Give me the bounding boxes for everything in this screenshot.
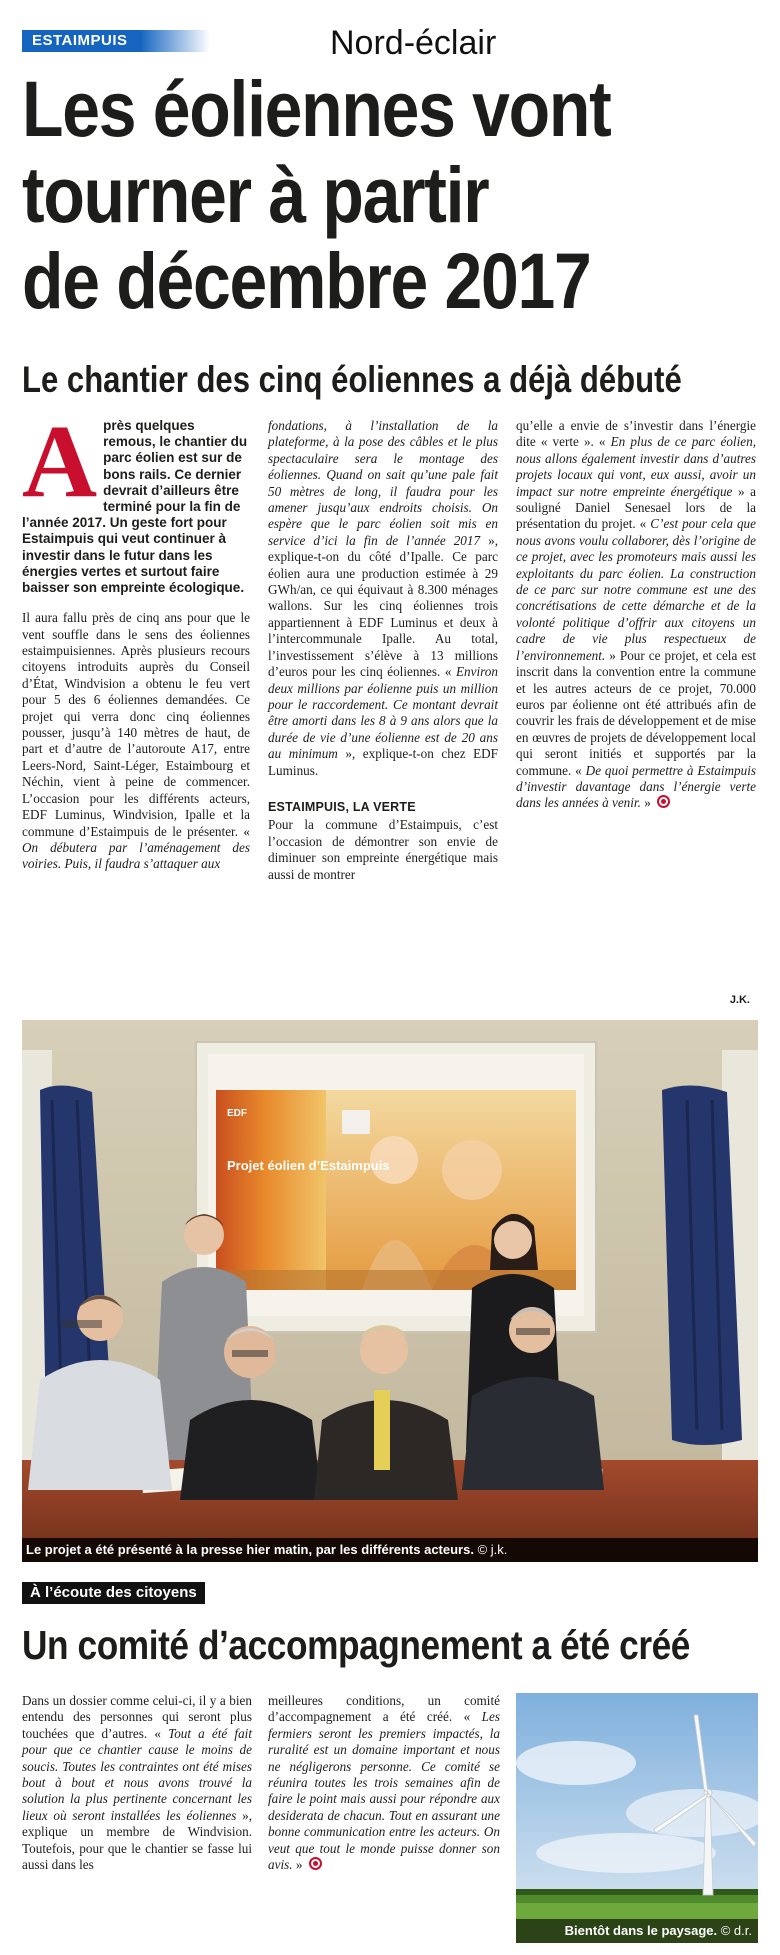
headline-line-2: tourner à partir (22, 150, 489, 239)
headline-line-1: Les éoliennes vont (22, 64, 611, 153)
sidebar-column-1 (22, 1693, 252, 1873)
drop-cap: A (22, 404, 98, 519)
screen-logo: EDF (227, 1108, 247, 1119)
sidebar-column-2 (268, 1693, 500, 1873)
sidebar-headline: Un comité d’accompagnement a été créé (22, 1622, 690, 1668)
body-paragraph (516, 418, 756, 812)
body-text: meilleures conditions, un comité d’accompagnement a été créé. « (268, 1693, 500, 1725)
quote-text: fondations, à l’installation de la plateforme, à la pose des câbles et le plus spectaculaire sera le montage des éoliennes. Quand on sait qu’une pale fait 50 mètres de long, il faudra pour les amener jusqu’aux endroits choisis. On espère que le parc éolien soit mis en service d’ici la fin de l’année 2017 (268, 418, 498, 548)
headline-line-3: de décembre 2017 (22, 236, 591, 325)
quote-text: De quoi permettre à Estaimpuis d’investir davantage dans l’énergie verte dans les années à venir. (516, 762, 757, 811)
turbine-photo-credit: © d.r. (720, 1923, 752, 1938)
wind-turbine-illustration (516, 1693, 758, 1943)
body-text: Pour la commune d’Estaimpuis, c’est l’occasion de démontrer son envie de diminuer son empreinte énergétique mais aussi de montrer (268, 817, 498, 882)
quote-text: Les fermiers seront les premiers impactés, la ruralité est un domaine important et nous ne négligerons personne. Ce comité se réunira toutes les trois semaines afin de faire le point mais aussi pour répondre aux desiderata de chacun. Tout en assurant une bonne communication entre les acteurs. On veut que tout le monde puisse donner son avis. (268, 1709, 500, 1873)
article-column-3 (516, 418, 756, 812)
body-text: » Pour ce projet, et cela est inscrit dans la convention entre la commune et les autres acteurs de ce projet, 70.000 euros par éolienne ont été attribués afin de couvrir les frais de développement et de mise en œuvres de projets de développement local qui seront initiés et supportés par la commune. « (516, 647, 756, 778)
lead-paragraph (22, 404, 250, 596)
body-text: » (295, 1857, 303, 1873)
photo-caption-bar (22, 1538, 758, 1562)
turbine-caption-text: Bientôt dans le paysage. (564, 1923, 718, 1938)
photo-credit: © j.k. (477, 1542, 508, 1557)
lead-text: près quelques remous, le chantier du parc éolien est sur de bons rails. Ce dernier devrait d’ailleurs être terminé pour la fin de l’année 2017. Un geste fort pour Estaimpuis qui veut continuer à investir dans le futur dans les énergies vertes et surtout faire baisser son empreinte écologique. (22, 418, 248, 596)
body-paragraph (268, 817, 498, 883)
body-text: qu’elle a envie de s’investir dans l’énergie dite « verte ». « (516, 418, 756, 450)
section-tag: ESTAIMPUIS (22, 30, 142, 52)
press-conference-photo (22, 1020, 758, 1562)
body-paragraph (22, 1693, 252, 1873)
quote-text: C’est pour cela que nous avons voulu collaborer, dès l’origine de ce projet, avec les promoteurs mais aussi les exploitants du parc éolien. La construction de ce parc sur notre commune est une des concrétisations de cette démarche et de la volonté politique d’offrir aux citoyens un cadre de vie plus respectueux de l’environnement. (516, 516, 756, 663)
body-text: », explique un membre de Windvision. Toutefois, pour que le chantier se fasse lui aussi dans les (22, 1807, 253, 1873)
turbine-photo-caption (516, 1919, 758, 1943)
subhead: Le chantier des cinq éoliennes a déjà débuté (22, 359, 682, 400)
headline (22, 66, 658, 324)
sidebar-tag: À l’écoute des citoyens (22, 1582, 205, 1604)
quote-text: Tout a été fait pour que ce chantier cause le moins de soucis. Toutes les contraintes ont été mises bout à bout et nous avons trouvé la solution la plus pertinente concernant les lieux où seront installées les éoliennes (22, 1725, 252, 1823)
masthead: Nord-éclair (330, 24, 497, 62)
turbine-caption-inner (565, 1923, 758, 1938)
section-tag-fade (140, 30, 210, 52)
quote-text: En plus de ce parc éolien, nous allons également investir dans d’autres projets locaux qui vont, eux aussi, avoir un impact sur notre empreinte énergétique (516, 434, 756, 499)
body-text: » (644, 795, 651, 811)
photo-caption (22, 1538, 758, 1562)
article-column-2 (268, 418, 498, 883)
body-paragraph (268, 1693, 500, 1873)
photo-illustration (22, 1020, 758, 1562)
body-paragraph (22, 610, 250, 873)
screen-title: Projet éolien d’Estaimpuis (227, 1158, 390, 1173)
photo-caption-text: Le projet a été présenté à la presse hier matin, par les différents acteurs. (26, 1542, 474, 1557)
end-of-article-icon (657, 795, 670, 808)
article-column-1 (22, 404, 250, 873)
body-text: », explique-t-on chez EDF Luminus. (268, 746, 498, 778)
quote-text: On débutera par l’aménagement des voiries. Puis, il faudra s’attaquer aux (22, 839, 250, 872)
body-paragraph (268, 418, 498, 779)
body-text: », explique-t-on du côté d’Ipalle. Ce parc éolien aura une production estimée à 29 GWh/an, ce qui équivaut à 8.300 ménages wallons. Sur les cinq éoliennes trois appartiennent à EDF Luminus et deux à l’intercommunale Ipalle. Au total, l’investissement s’élève à 13 millions d’euros pour les cinq éoliennes. « (268, 532, 498, 680)
wind-turbine-photo (516, 1693, 758, 1943)
end-of-article-icon (309, 1857, 322, 1870)
body-text: » a souligné Daniel Senesael lors de la présentation du projet. « (516, 483, 756, 532)
author-signature: J.K. (729, 994, 750, 1006)
intertitle: ESTAIMPUIS, LA VERTE (268, 799, 416, 814)
body-text: Dans un dossier comme celui-ci, il y a bien entendu des personnes qui seront plus touchées que d’autres. « (22, 1693, 252, 1741)
body-text: Il aura fallu près de cinq ans pour que le vent souffle dans le sens des éoliennes estaimpuisiennes. Après plusieurs recours citoyens introduits auprès du Conseil d’État, Windvision a obtenu le feu vert pour 5 des 6 éoliennes demandées. Ce projet qui verra donc cinq éoliennes pousser, jusqu’à 140 mètres de haut, de part et d’autre de l’autoroute A17, entre Leers-Nord, Saint-Léger, Estaimbourg et Néchin, vient à peine de commencer. L’occasion pour les différents acteurs, EDF Luminus, Windvision, Ipalle et la commune d’Estaimpuis de le présenter. « (22, 610, 250, 839)
quote-text: Environ deux millions par éolienne puis un million pour le raccordement. Ce montant devrait être amorti dans les 8 à 9 ans alors que la durée de vie d’une éolienne est de 20 ans au minimum (268, 664, 498, 762)
